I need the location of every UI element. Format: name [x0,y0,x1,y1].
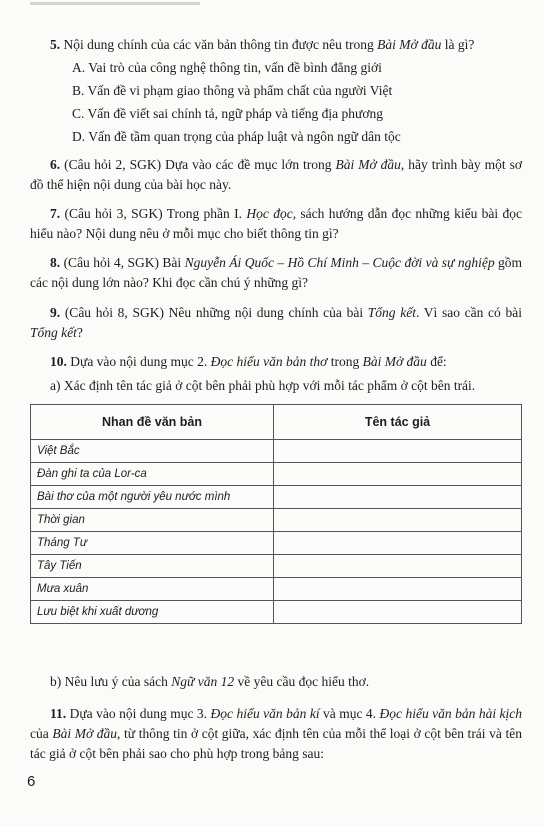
question-text-mid: . Vì sao cần có bài [415,305,522,320]
question-text: (Câu hỏi 4, SGK) Bài [63,255,182,270]
option-d: D. Vấn đề tầm quan trọng của pháp luật và ngôn ngữ dân tộc [72,129,401,144]
question-number: 8. [50,255,61,270]
row-author-cell [274,578,522,601]
question-10-part-a: a) Xác định tên tác giả ở cột bên phải phù hợp với mỗi tác phẩm ở cột bên trái. [50,378,476,393]
question-number: 11. [50,706,67,721]
table-row [31,532,522,555]
question-end: là gì? [441,37,475,52]
question-text: Nội dung chính của các văn bản thông tin được nêu trong [63,37,374,52]
option-c: C. Vấn đề viết sai chính tả, ngữ pháp và tiếng địa phương [72,106,383,121]
row-author-cell [274,532,522,555]
question-text-end: gồm các nội dung lớn nào? Khi đọc cần chú ý những gì? [30,255,523,290]
question-ref: Đọc hiểu văn bản kí [210,706,320,721]
question-10 [50,352,530,372]
row-title: Tây Tiến [31,555,274,578]
question-11 [30,704,522,764]
question-number: 9. [50,305,61,320]
question-text: (Câu hỏi 2, SGK) Dựa vào các đề mục lớn trong [64,157,332,172]
row-title: Bài thơ của một người yêu nước mình [31,486,274,509]
question-ref: Nguyễn Ái Quốc – Hồ Chí Minh – Cuộc đời và sự nghiệp [184,255,495,270]
question-ref-3: Bài Mở đầu [52,726,118,741]
question-9 [30,303,522,343]
header-title: Nhan đề văn bản [31,405,274,440]
question-ref: Tổng kết [367,305,416,320]
question-ref: Học đọc [246,206,293,221]
question-ref: Bài Mở đầu [335,157,401,172]
row-title: Việt Bắc [31,440,274,463]
question-8 [30,253,522,293]
header-rule [30,2,200,5]
page-number: 6 [27,773,36,790]
question-ref: Bài Mở đầu [377,37,442,52]
row-author-cell [274,486,522,509]
row-title: Tháng Tư [31,532,274,555]
row-title: Đàn ghi ta của Lor-ca [31,463,274,486]
part-b-text-end: về yêu cầu đọc hiểu thơ. [234,674,370,689]
row-author-cell [274,555,522,578]
question-number: 7. [50,206,61,221]
part-b-text: b) Nêu lưu ý của sách [50,674,168,689]
table-row [31,509,522,532]
question-text: (Câu hỏi 3, SGK) Trong phần I. [64,206,243,221]
question-6 [30,155,522,195]
row-title: Mưa xuân [31,578,274,601]
row-author-cell [274,601,522,624]
question-text-end: ? [76,325,83,340]
question-text-mid: trong [327,354,360,369]
table-row [31,555,522,578]
table-row [31,463,522,486]
table-row [31,440,522,463]
question-ref-2: Đọc hiểu văn bản hài kịch [379,706,523,721]
row-author-cell [274,440,522,463]
header-author: Tên tác giả [274,405,522,440]
question-text: (Câu hỏi 8, SGK) Nêu những nội dung chính của bài [64,305,364,320]
row-title: Lưu biệt khi xuất dương [31,601,274,624]
question-number: 10. [50,354,67,369]
question-text: Dựa vào nội dung mục 2. [70,354,208,369]
question-number: 5. [50,37,61,52]
row-author-cell [274,509,522,532]
question-5 [50,35,530,55]
option-b: B. Vấn đề vi phạm giao thông và phẩm chất của người Việt [72,83,393,98]
option-a: A. Vai trò của công nghệ thông tin, vấn đề bình đẳng giới [72,60,382,75]
table-row [31,486,522,509]
table-row [31,578,522,601]
row-author-cell [274,463,522,486]
part-b-ref: Ngữ văn 12 [171,674,235,689]
question-text: Dựa vào nội dung mục 3. [69,706,208,721]
title-author-table [30,404,522,624]
question-text-mid-2: của [30,726,49,741]
question-number: 6. [50,157,61,172]
question-7 [30,204,522,244]
question-text-end: , sách hướng dẫn đọc những kiểu bài đọc hiểu nào? Nội dung nêu ở mỗi mục cho biết thông tin gì? [30,206,522,241]
table-header-row [31,405,522,440]
table-row [31,601,522,624]
question-ref: Đọc hiểu văn bản thơ [210,354,328,369]
row-title: Thời gian [31,509,274,532]
question-text-end: , từ thông tin ở cột giữa, xác định tên của mỗi thể loại ở cột bên trái và tên tác giả ở cột bên phải sao cho phù hợp trong bảng sau: [30,726,523,761]
question-text-end: , hãy trình bày một sơ đồ thể hiện nội dung của bài học này. [30,157,522,192]
question-text-end: để: [426,354,447,369]
question-10-part-b [50,672,530,692]
question-ref-2: Bài Mở đầu [362,354,427,369]
question-text-mid: và mục 4. [319,706,377,721]
question-ref-2: Tổng kết [30,325,77,340]
